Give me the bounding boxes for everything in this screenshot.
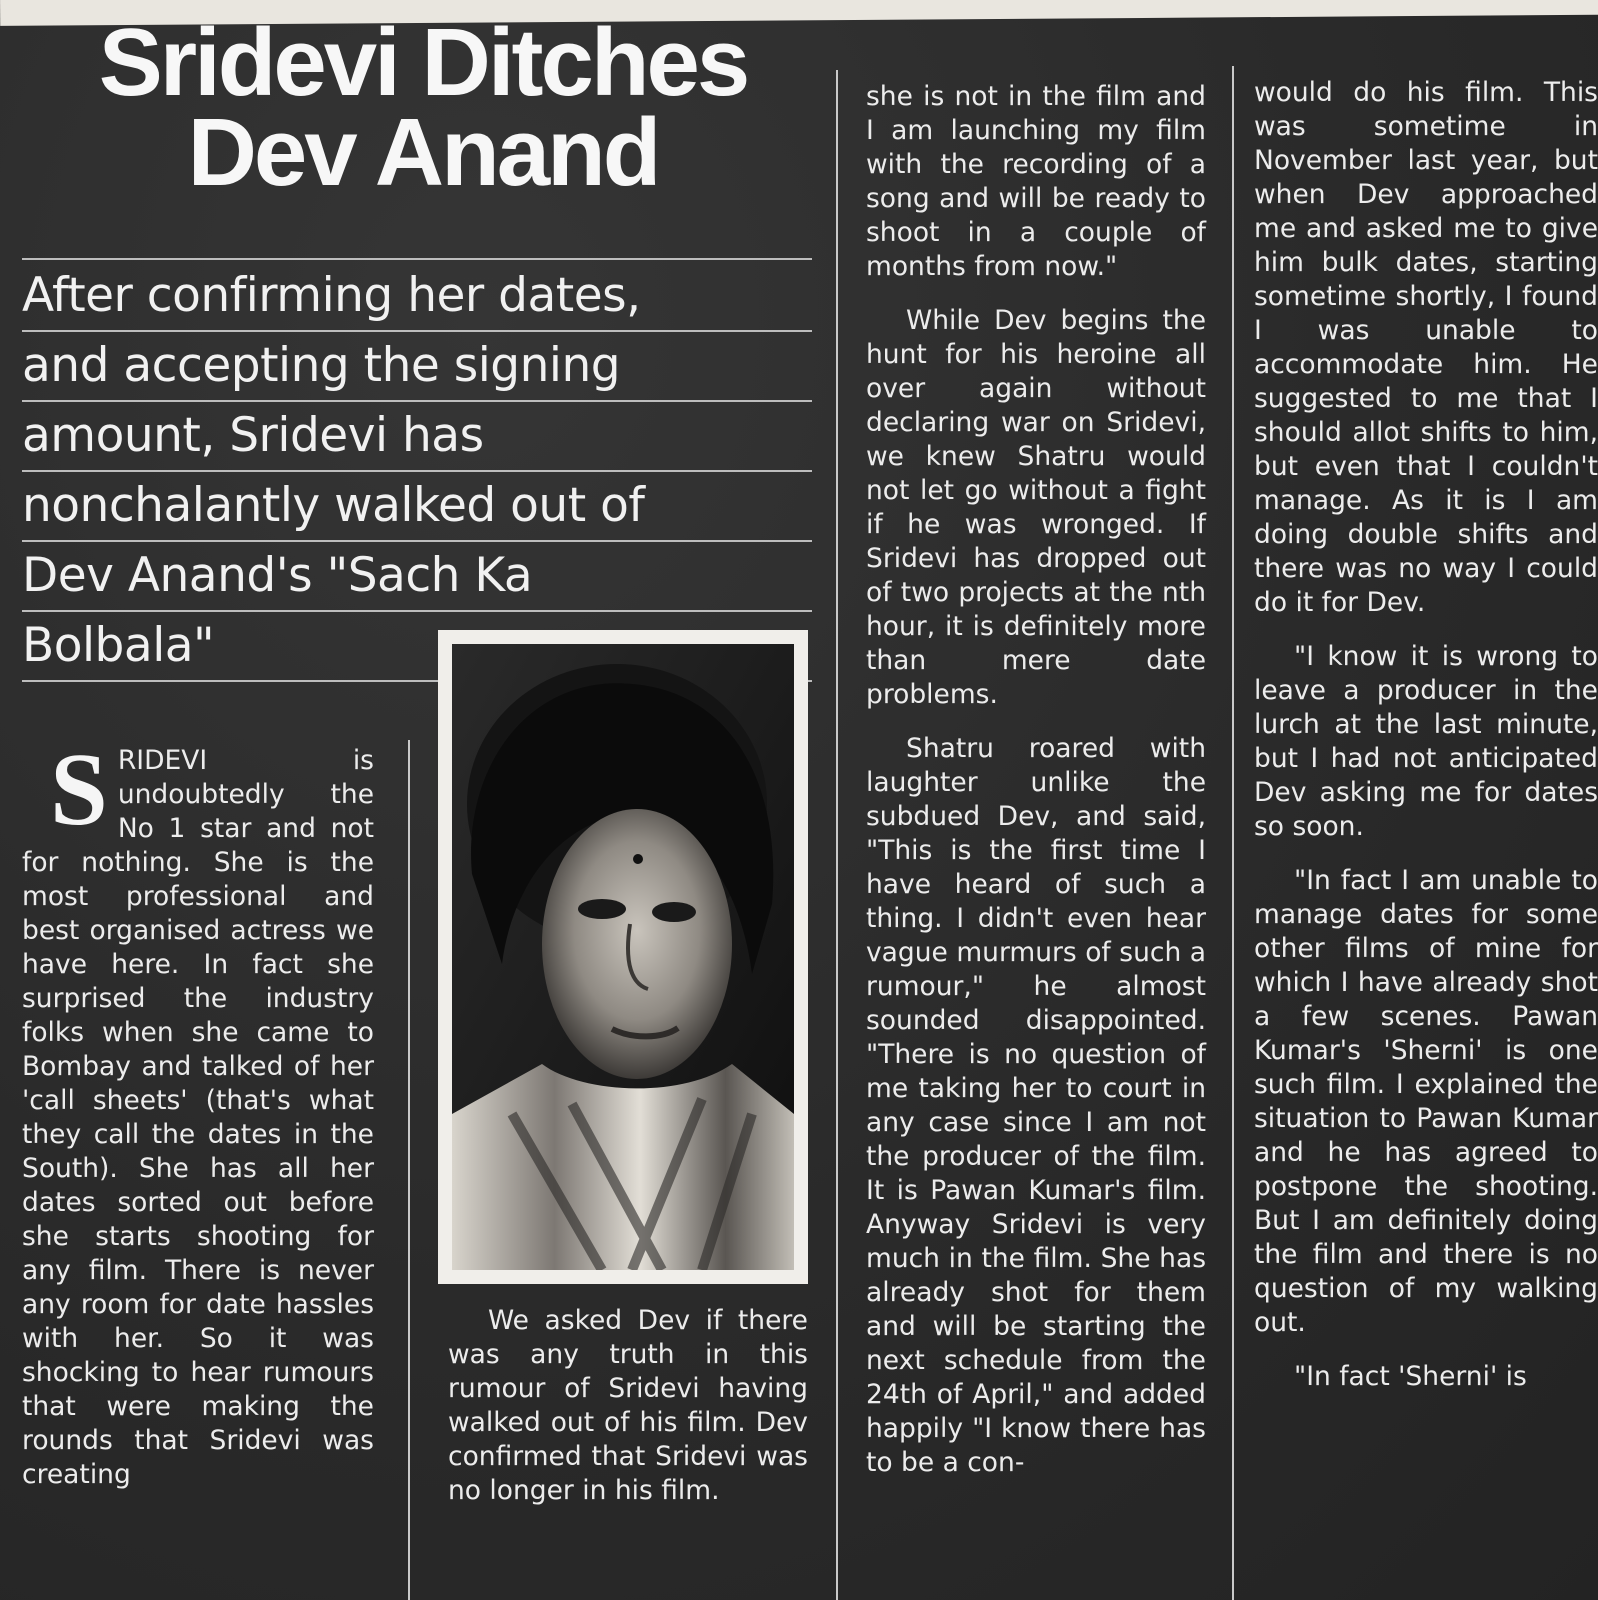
paragraph: We asked Dev if there was any truth in this rumour of Sridevi having walked out of his film. Dev confirmed that Sridevi was no longer in his film.: [448, 1305, 808, 1506]
paragraph: "In fact I am unable to manage dates for some other films of mine for which I have already shot a few scenes. Pawan Kumar's 'Sherni' is one such film. I explained the situation to Pawan Kumar and he has agreed to postpone the shooting. But I am definitely doing the film and there is no question of my walking out.: [1254, 865, 1598, 1338]
column-rule: [836, 70, 838, 1600]
deck-line: After confirming her dates,: [22, 262, 812, 332]
deck-line: Dev Anand's "Sach Ka: [22, 542, 812, 612]
deck: [22, 262, 812, 682]
deck-rule: [22, 258, 812, 260]
portrait-image: [452, 644, 794, 1270]
article-column-1: [22, 732, 374, 1492]
column-rule: [1232, 66, 1234, 1600]
paragraph: would do his film. This was sometime in November last year, but when Dev approached me and asked me to give him bulk dates, starting sometime shortly, I found I was unable to accommodate him. He suggested to me that I should allot shifts to him, but even that I couldn't manage. As it is I am doing double shifts and there was no way I could do it for Dev.: [1254, 77, 1598, 618]
paragraph: RIDEVI is undoubtedly the No 1 star and not for nothing. She is the most professional and best organised actress we have here. In fact she surprised the industry folks when she came to Bombay and talked of her 'call sheets' (that's what they call the dates in the South). She has all her dates sorted out before she starts shooting for any film. There is never any room for date hassles with her. So it was shocking to hear rumours that were making the rounds that Sridevi was creating: [22, 745, 374, 1490]
portrait-photo: [438, 630, 808, 1284]
paragraph: she is not in the film and I am launching my film with the recording of a song and will be ready to shoot in a couple of months from now.": [866, 81, 1206, 282]
headline-line-1: Sridevi Ditches: [98, 9, 748, 116]
article-column-3: [866, 80, 1206, 1480]
article-column-4: [1254, 76, 1598, 1394]
deck-line: nonchalantly walked out of: [22, 472, 812, 542]
paragraph: Shatru roared with laughter unlike the subdued Dev, and said, "This is the first time I have heard of such a thing. I didn't even hear vague murmurs of such a rumour," he almost sounded disappointed. "There is no question of me taking her to court in any case since I am not the producer of the film. It is Pawan Kumar's film. Anyway Sridevi is very much in the film. She has already shot for them and will be starting the next schedule from the 24th of April," and added happily "I know there has to be a con-: [866, 733, 1206, 1478]
deck-line: and accepting the signing: [22, 332, 812, 402]
headline-line-2: Dev Anand: [187, 99, 659, 206]
deck-line: amount, Sridevi has: [22, 402, 812, 472]
drop-cap: S: [50, 732, 108, 847]
paragraph: "In fact 'Sherni' is: [1294, 1361, 1527, 1392]
paragraph: While Dev begins the hunt for his heroine all over again without declaring war on Sridevi, we knew Shatru would not let go without a fight if he was wronged. If Sridevi has dropped out of two projects at the nth hour, it is definitely more than mere date problems.: [866, 305, 1206, 710]
article-column-2: [448, 1304, 808, 1508]
deck-line: Bolbala": [22, 612, 812, 682]
column-rule: [408, 740, 410, 1600]
headline: [18, 9, 828, 206]
paragraph: "I know it is wrong to leave a producer in the lurch at the last minute, but I had not anticipated Dev asking me for dates so soon.: [1254, 641, 1598, 842]
